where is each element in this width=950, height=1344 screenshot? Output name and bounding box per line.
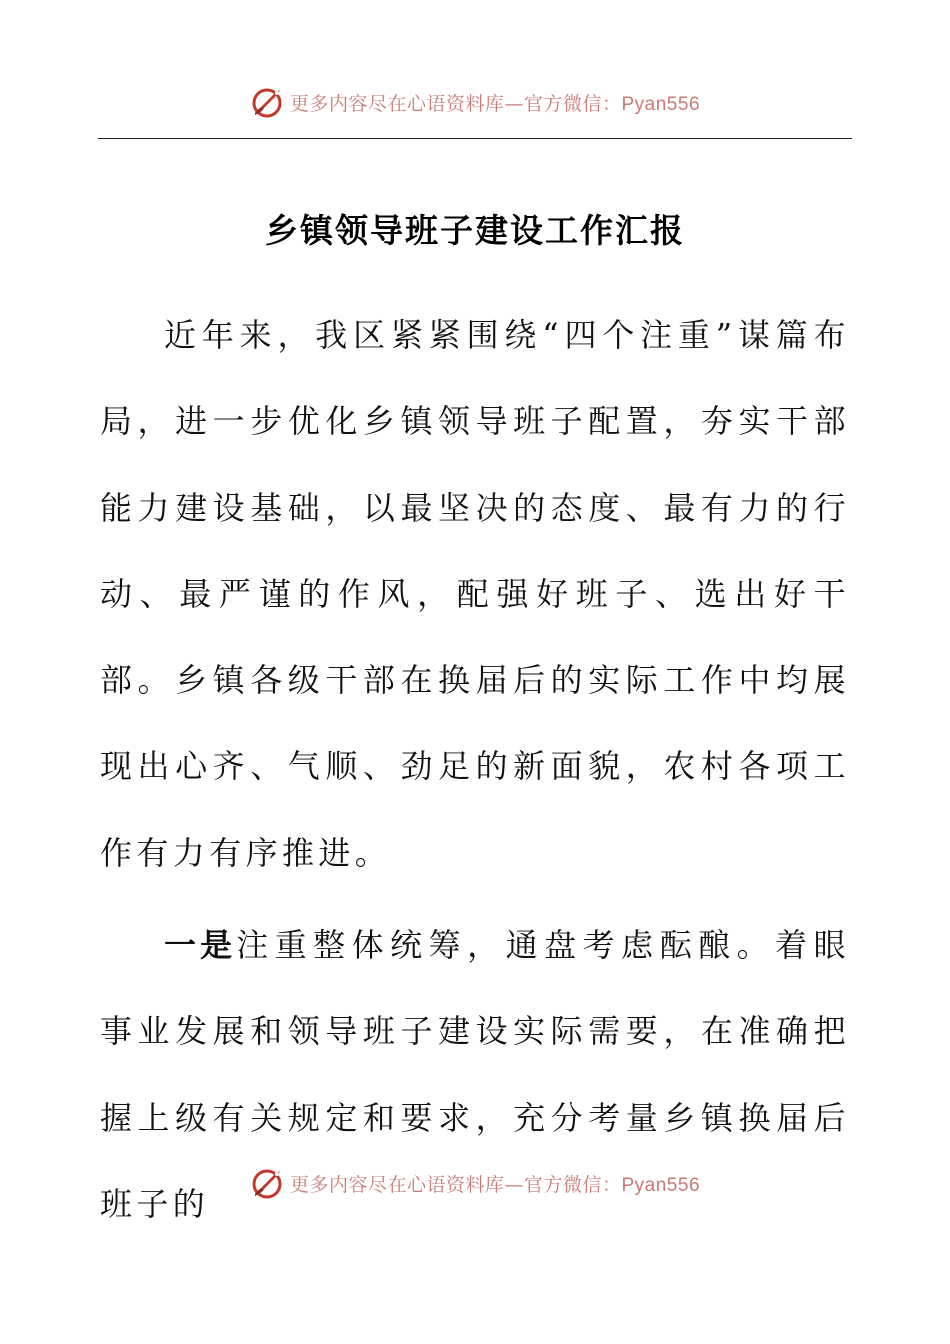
footer-banner bbox=[0, 1161, 950, 1205]
pen-scroll-logo-icon bbox=[250, 84, 286, 120]
pen-scroll-logo-icon bbox=[250, 1165, 286, 1201]
header-banner-text: 更多内容尽在心语资料库—官方微信：Pyan556 bbox=[289, 92, 701, 115]
footer-banner-text: 更多内容尽在心语资料库—官方微信：Pyan556 bbox=[289, 1173, 701, 1196]
body-paragraph-1 bbox=[100, 292, 850, 896]
document-title: 乡镇领导班子建设工作汇报 bbox=[265, 211, 685, 250]
header-divider bbox=[98, 138, 852, 139]
paragraph-body: 注重整体统筹，通盘考虑酝酿。着眼事业发展和领导班子建设实际需要，在准确把握上级有关规定和要求，充分考量乡镇换届后班子的 bbox=[100, 926, 850, 1223]
paragraph-lead: 一是 bbox=[164, 926, 237, 964]
paragraph-text: 近年来，我区紧紧围绕“四个注重”谋篇布局，进一步优化乡镇领导班子配置，夯实干部能力建设基础，以最坚决的态度、最有力的行动、最严谨的作风，配强好班子、选出好干部。乡镇各级干部在换届后的实际工作中均展现出心齐、气顺、劲足的新面貌，农村各项工作有力有序推进。 bbox=[100, 316, 850, 872]
header-banner bbox=[0, 80, 950, 124]
